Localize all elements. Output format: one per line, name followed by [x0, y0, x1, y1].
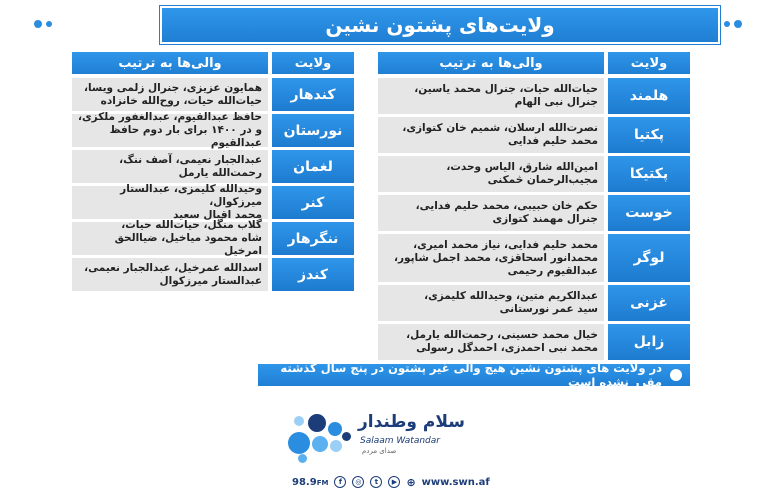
governor-line: نصرت‌الله ارسلان، شمیم خان کتوازی،	[402, 122, 598, 134]
governor-line: محمد اقبال سعید	[173, 209, 262, 221]
table-row	[378, 156, 690, 192]
province-cell: لوگر	[608, 234, 690, 282]
instagram-icon[interactable]: ◎	[352, 476, 364, 488]
table-row	[72, 219, 354, 257]
header-governors: والی‌ها به ترتیب	[72, 52, 268, 74]
governor-line: عبدالستار میرزکوال	[159, 274, 262, 287]
governor-line: وحیدالله کلیمزی، عبدالستار میرزکوال،	[120, 183, 262, 208]
table-row	[72, 78, 354, 111]
governor-line: شاه محمود میاخیل، ضیاالحق امرخیل	[114, 232, 262, 257]
governor-line: رحمت‌الله یارمل	[178, 166, 262, 179]
governor-line: محمد حلیم فدایی	[508, 135, 598, 147]
governors-cell	[72, 78, 268, 111]
governors-cell	[72, 183, 268, 221]
governors-cell	[72, 111, 268, 149]
governors-cell	[72, 258, 268, 291]
brand-name-en: Salaam Watandar	[360, 436, 440, 446]
decor-dot-top-right	[734, 20, 742, 28]
governors-cell	[378, 324, 604, 360]
logo-bubble-icon	[312, 436, 328, 452]
governor-line: عبدالقیوم رحیمی	[507, 264, 598, 277]
table-row	[378, 324, 690, 360]
table-row	[378, 195, 690, 231]
logo-bubble-icon	[342, 432, 351, 441]
header-province: ولایت	[608, 52, 690, 74]
governors-table-left	[72, 52, 354, 294]
governor-line: محمد حلیم فدایی، نیاز محمد امیری،	[413, 238, 598, 251]
brand-logo	[282, 404, 482, 468]
province-cell: کنر	[272, 186, 354, 219]
table-row	[378, 234, 690, 282]
decor-dot-top-right-small	[724, 21, 730, 27]
governor-line: حیات‌الله حیات، روح‌الله خانزاده	[100, 94, 262, 107]
province-cell: ننگرهار	[272, 222, 354, 255]
footnote-bar	[258, 361, 690, 389]
governor-line: همایون عزیزی، جنرال زلمی ویسا،	[84, 81, 262, 94]
logo-bubble-icon	[298, 454, 307, 463]
governor-line: محمدانور اسحاقزی، محمد اجمل شاپور،	[394, 251, 598, 264]
province-cell: غزنی	[608, 285, 690, 321]
governor-line: امین‌الله شارق، الیاس وحدت،	[446, 161, 598, 173]
governors-cell	[378, 156, 604, 192]
province-cell: نورستان	[272, 114, 354, 147]
globe-icon: ⊕	[406, 475, 416, 489]
governor-line: جنرال نبی الهام	[514, 96, 598, 108]
page-title: ولایت‌های پشتون نشین	[160, 6, 720, 44]
facebook-icon[interactable]: f	[334, 476, 346, 488]
governor-line: سید عمر نورستانی	[499, 303, 598, 315]
governors-cell	[378, 285, 604, 321]
twitter-icon[interactable]: t	[370, 476, 382, 488]
brand-tagline: صدای مردم	[362, 447, 397, 455]
governors-cell	[378, 78, 604, 114]
header-governors: والی‌ها به ترتیب	[378, 52, 604, 74]
governors-cell	[72, 150, 268, 183]
table-header	[378, 52, 690, 74]
province-cell: زابل	[608, 324, 690, 360]
table-row	[72, 150, 354, 183]
governors-cell	[72, 219, 268, 257]
province-cell: کندهار	[272, 78, 354, 111]
website-link[interactable]: www.swn.af	[421, 476, 490, 488]
decor-dot-top-left	[34, 20, 42, 28]
governor-line: محمد نبی احمدزی، احمدگل رسولی	[416, 342, 598, 354]
logo-bubble-icon	[328, 422, 342, 436]
governor-line: گلاب منگل، حیات‌الله حیات،	[121, 219, 262, 231]
governor-line: حافظ عبدالقیوم، عبدالغفور ملکزی،	[78, 111, 262, 123]
footnote-text: در ولایت های پشتون نشین هیچ والی غیر پشتون در پنج سال گذشته مقرر نشده است	[280, 361, 662, 389]
table-row	[378, 117, 690, 153]
governors-cell	[378, 234, 604, 282]
governor-line: اسدالله عمرخیل، عبدالجبار نعیمی،	[84, 261, 262, 274]
governors-cell	[378, 117, 604, 153]
province-cell: پکتیکا	[608, 156, 690, 192]
governor-line: خیال محمد حسینی، رحمت‌الله یارمل،	[406, 329, 598, 341]
decor-dot-top-left-small	[46, 21, 52, 27]
logo-bubble-icon	[294, 416, 304, 426]
logo-bubble-icon	[288, 432, 310, 454]
governor-line: حکم خان حبیبی، محمد حلیم فدایی،	[415, 200, 598, 212]
table-row	[72, 183, 354, 221]
governor-line: و در ۱۴۰۰ برای بار دوم حافظ عبدالقیوم	[109, 124, 262, 149]
header-province: ولایت	[272, 52, 354, 74]
table-row	[72, 258, 354, 291]
contact-line	[292, 474, 532, 490]
governor-line: عبدالکریم متین، وحیدالله کلیمزی،	[424, 290, 598, 302]
brand-name-fa: سلام وطندار	[358, 412, 465, 432]
governors-table-right	[378, 52, 690, 363]
table-header	[72, 52, 354, 74]
province-cell: کندز	[272, 258, 354, 291]
province-cell: پکتیا	[608, 117, 690, 153]
governor-line: مجیب‌الرحمان څمکنی	[487, 174, 598, 186]
governor-line: جنرال مهمند کتوازی	[492, 213, 598, 225]
table-row	[378, 285, 690, 321]
youtube-icon[interactable]: ▶	[388, 476, 400, 488]
table-row	[72, 111, 354, 149]
governor-line: عبدالجبار نعیمی، آصف ننگ،	[119, 153, 262, 166]
bullet-icon	[670, 369, 682, 381]
radio-frequency: 98.9FM	[292, 476, 329, 488]
province-cell: خوست	[608, 195, 690, 231]
governor-line: حیات‌الله حیات، جنرال محمد یاسین،	[414, 83, 598, 95]
table-row	[378, 78, 690, 114]
logo-bubble-icon	[330, 440, 342, 452]
province-cell: لغمان	[272, 150, 354, 183]
governors-cell	[378, 195, 604, 231]
logo-bubble-icon	[308, 414, 326, 432]
province-cell: هلمند	[608, 78, 690, 114]
